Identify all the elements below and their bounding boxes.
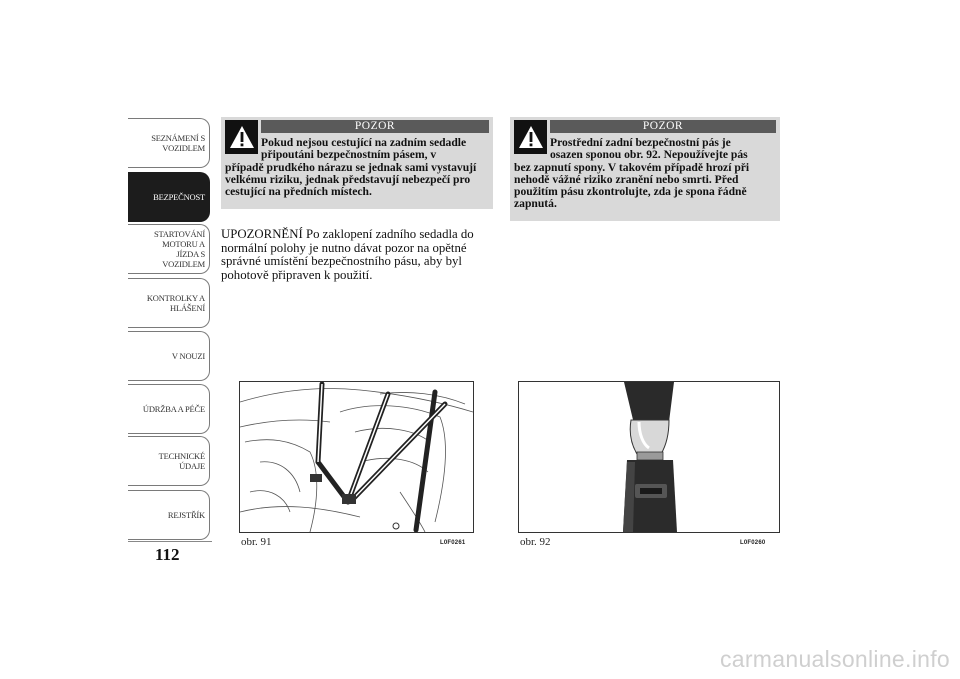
figure-code: L0F0261: [440, 540, 466, 546]
note-paragraph: [221, 228, 496, 282]
tab-seznameni-s-vozidlem[interactable]: SEZNÁMENÍ S VOZIDLEM: [128, 118, 210, 168]
tab-startovani-motoru[interactable]: STARTOVÁNÍ MOTORU A JÍZDA S VOZIDLEM: [128, 224, 210, 274]
tab-rejstrik[interactable]: REJSTŘÍK: [128, 490, 210, 540]
figure-rear-seat-belts: [239, 381, 474, 533]
page-number: 112: [155, 545, 180, 564]
note-text: Po zaklopení zadního sedadla do normální polohy je nutno dávat pozor na opětné správné umístění bezpečnostního pásu, aby byl pohotově připraven k použití.: [221, 227, 474, 282]
warning-box-middle-belt: [510, 117, 780, 221]
watermark: carmanualsonline.info: [719, 646, 950, 672]
note-label: UPOZORNĚNÍ: [221, 227, 303, 241]
figure-middle-belt-buckle: [518, 381, 780, 533]
warning-box-rear-passengers: [221, 117, 493, 209]
warning-text: Pokud nejsou cestující na zadním sedadle připoutáni bezpečnostním pásem, v případě prudkého nárazu se jednak sami vystavují velkému riziku, jednak představují nebezpečí pro cestující na předních místech.: [225, 136, 477, 199]
page-number-rule: [128, 541, 212, 542]
rear-seat-belts-illustration: [240, 382, 473, 532]
tab-bezpecnost[interactable]: BEZPEČNOST: [128, 172, 210, 222]
tab-udrzba-a-pece[interactable]: ÚDRŽBA A PÉČE: [128, 384, 210, 434]
figure-caption: obr. 91: [241, 536, 272, 548]
tab-kontrolky-a-hlaseni[interactable]: KONTROLKY A HLÁŠENÍ: [128, 278, 210, 328]
tab-v-nouzi[interactable]: V NOUZI: [128, 331, 210, 381]
tab-technicke-udaje[interactable]: TECHNICKÉ ÚDAJE: [128, 436, 210, 486]
warning-text: Prostřední zadní bezpečnostní pás je osazen sponou obr. 92. Nepoužívejte pás bez zapnutí spony. V takovém případě hrozí při nehodě vážné riziko zranění nebo smrti. Před použitím pásu zkontrolujte, zda je spona řádně zapnutá.: [514, 136, 750, 211]
belt-buckle-illustration: [519, 382, 779, 532]
warning-title: POZOR: [261, 120, 489, 133]
warning-title: POZOR: [550, 120, 776, 133]
figure-caption: obr. 92: [520, 536, 551, 548]
figure-code: L0F0260: [740, 540, 766, 546]
